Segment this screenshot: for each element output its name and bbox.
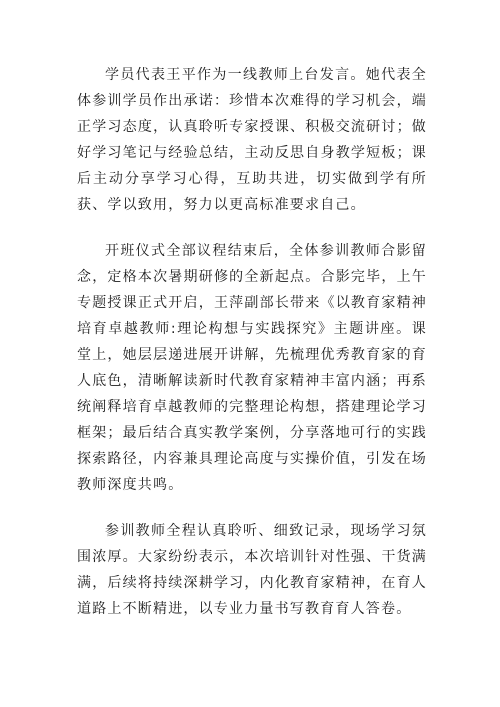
paragraph: 开班仪式全部议程结束后，全体参训教师合影留念，定格本次暑期研修的全新起点。合影完毕，上午专题授课正式开启，王萍副部长带来《以教育家精神培育卓越教师:理论构想与实践探究》主题讲座。课堂上，她层层递进展开讲解，先梳理优秀教育家的育人底色，清晰解读新时代教育家精神丰富内涵；再系统阐释培育卓越教师的完整理论构想，搭建理论学习框架；最后结合真实教学案例，分享落地可行的实践探索路径，内容兼具理论高度与实操价值，引发在场教师深度共鸣。	[77, 243, 427, 493]
paragraph: 学员代表王平作为一线教师上台发言。她代表全体参训学员作出承诺：珍惜本次难得的学习机会，端正学习态度，认真聆听专家授课、积极交流研讨；做好学习笔记与经验总结，主动反思自身教学短板；课后主动分享学习心得，互助共进，切实做到学有所获、学以致用，努力以更高标准要求自己。	[77, 67, 427, 213]
document-body	[77, 62, 427, 622]
paragraph: 参训教师全程认真聆听、细致记录，现场学习氛围浓厚。大家纷纷表示，本次培训针对性强、干货满满，后续将持续深耕学习，内化教育家精神，在育人道路上不断精进，以专业力量书写教育育人答卷。	[77, 523, 427, 617]
